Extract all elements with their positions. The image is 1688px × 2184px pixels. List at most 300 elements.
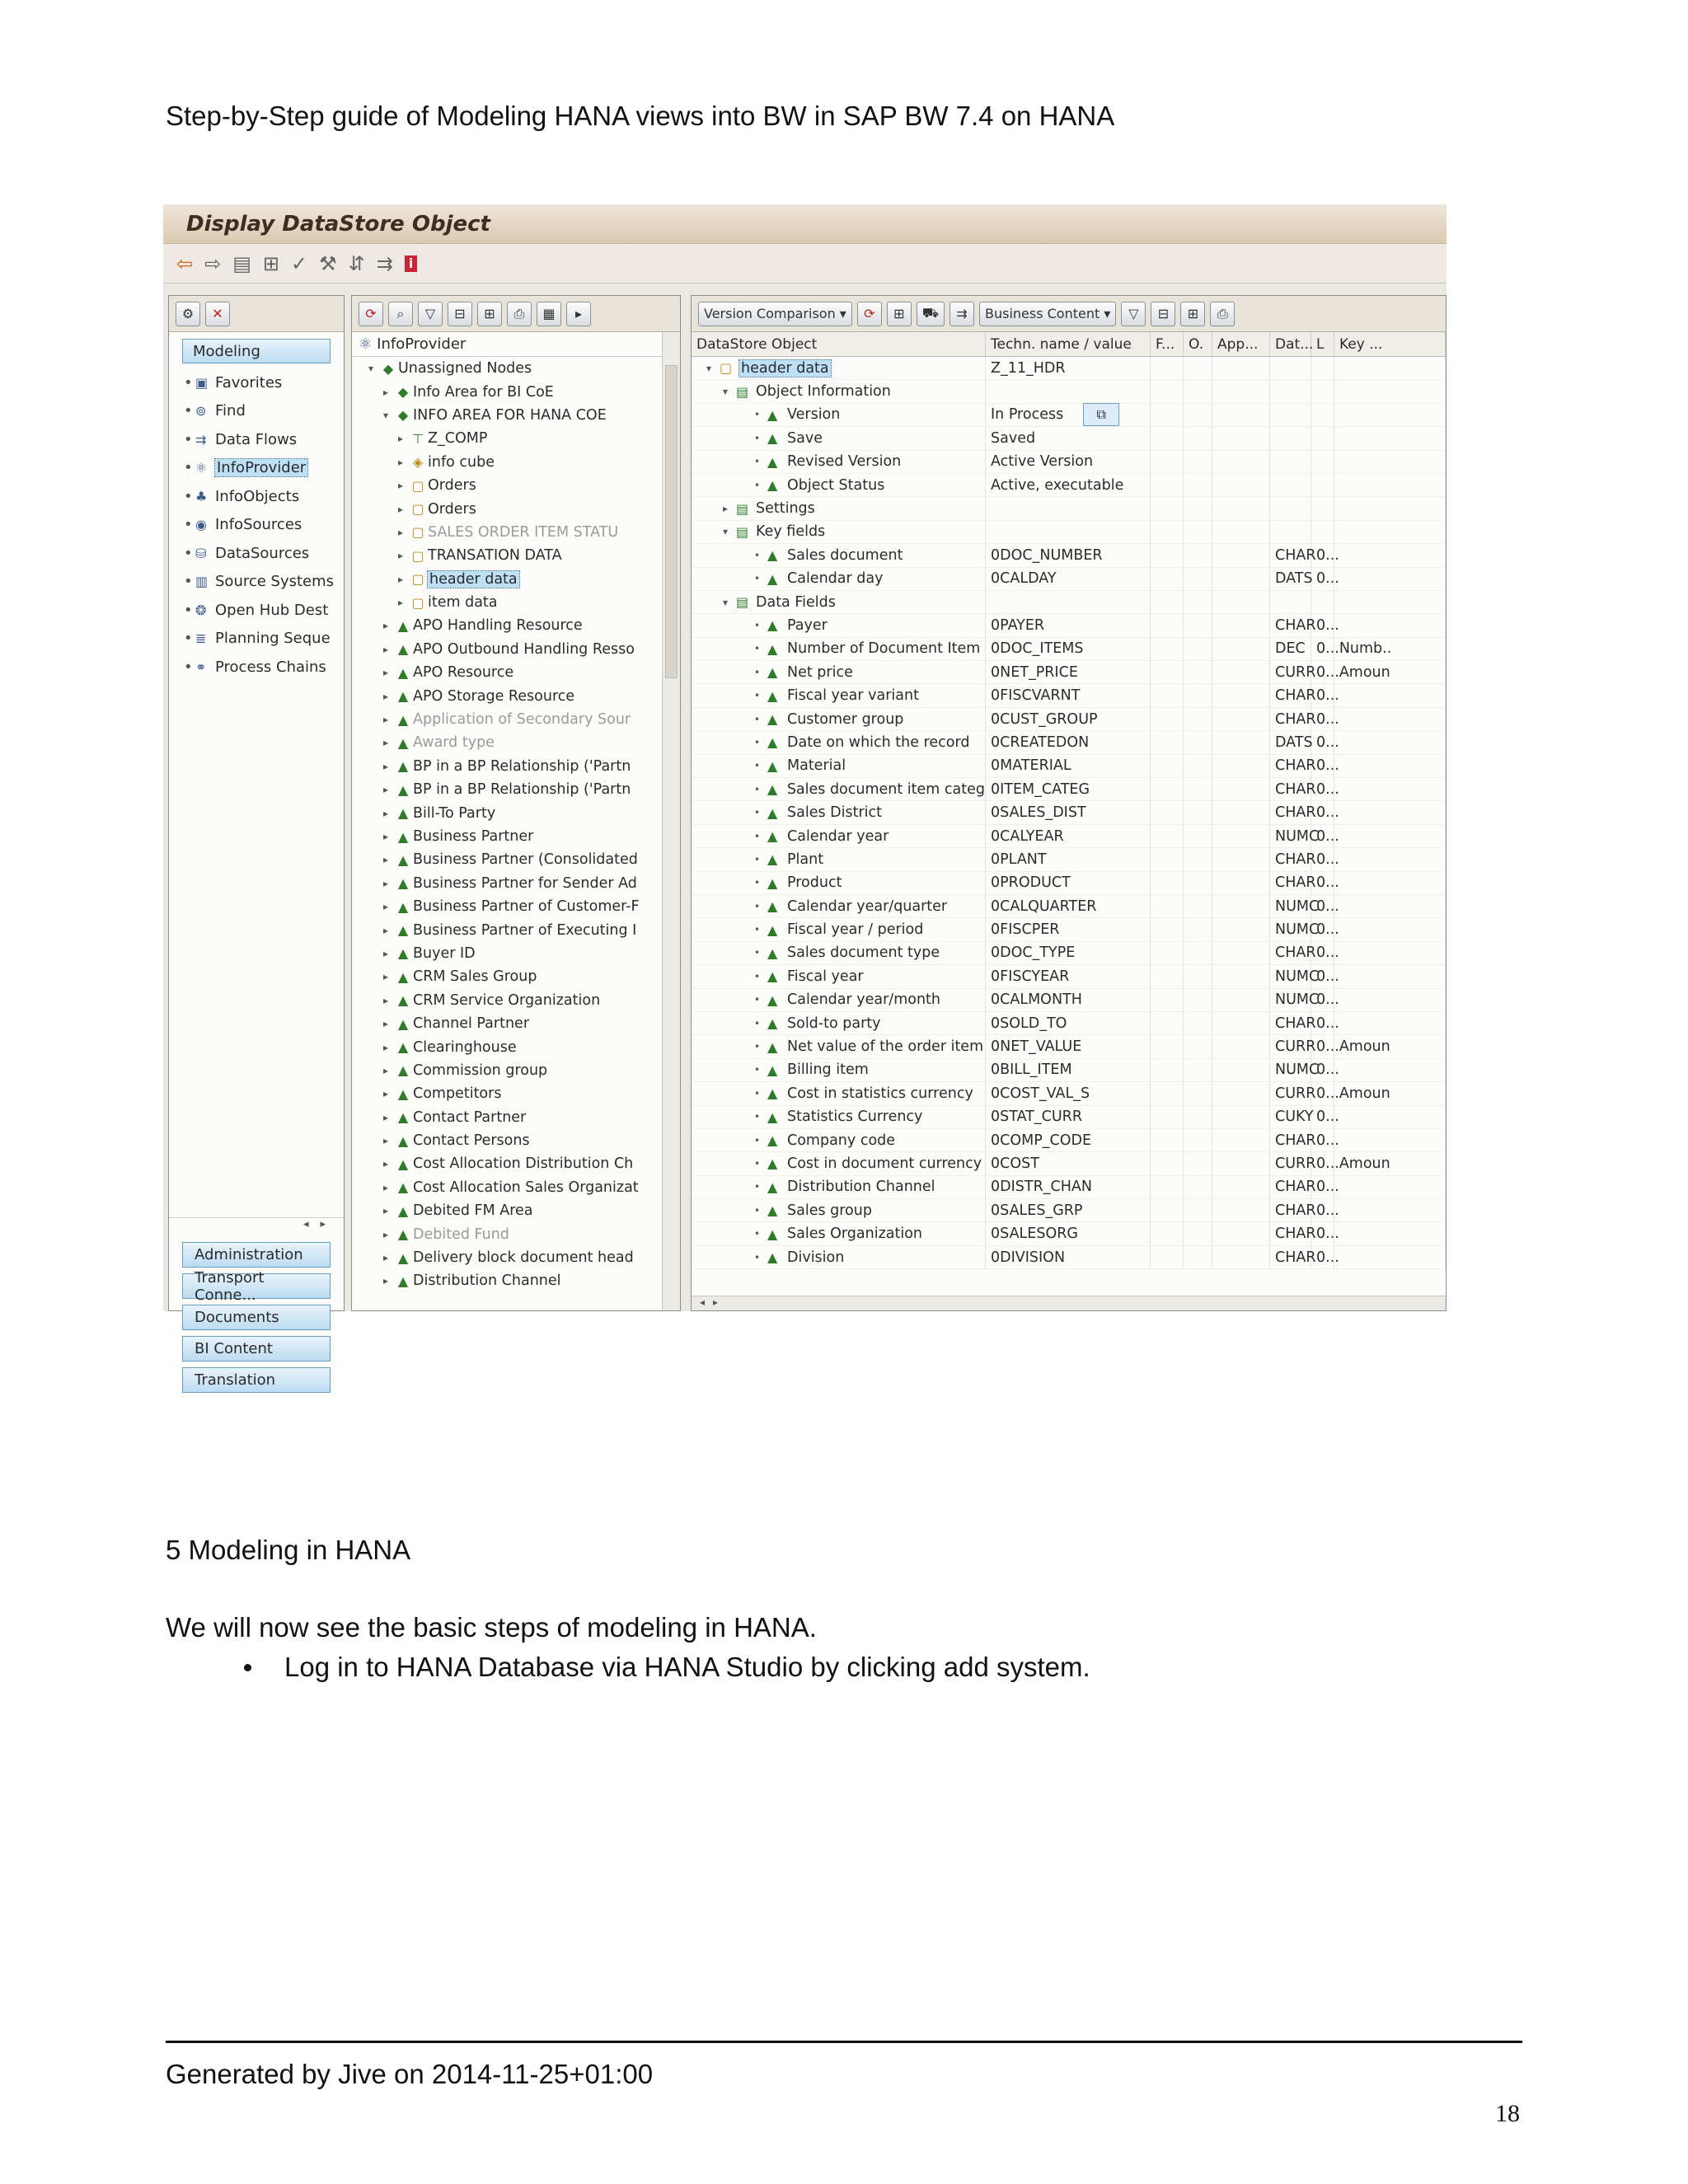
- row-name: Net value of the order item: [787, 1038, 984, 1056]
- activate-icon[interactable]: ⚒: [319, 251, 337, 275]
- o-cell: [1184, 1012, 1212, 1034]
- grid-row[interactable]: [692, 1152, 1446, 1175]
- field-icon: ▲: [767, 1226, 778, 1242]
- hierarchy-icon[interactable]: ⊞: [262, 251, 280, 275]
- tree-row[interactable]: [352, 451, 680, 474]
- o-cell: [1184, 427, 1212, 449]
- folder-icon: ▤: [736, 594, 749, 611]
- footer-rule: [166, 2041, 1522, 2043]
- open-hub-icon: ❂: [195, 602, 207, 618]
- column-header[interactable]: Key ...: [1334, 332, 1446, 356]
- detail-transport-icon[interactable]: ⛟: [917, 302, 945, 326]
- tree-row[interactable]: [352, 731, 680, 754]
- grid-row[interactable]: [692, 918, 1446, 941]
- detail-expand-icon[interactable]: ⊞: [1180, 302, 1205, 326]
- dso-icon: ▢: [411, 571, 424, 588]
- grid-row[interactable]: [692, 521, 1446, 544]
- grid-row[interactable]: [692, 801, 1446, 824]
- folder-icon: ▢: [720, 360, 733, 377]
- app-cell: [1212, 1059, 1270, 1081]
- grid-row[interactable]: [692, 568, 1446, 591]
- navigation-pane: [168, 295, 345, 1389]
- collapse-arrow-icon[interactable]: ▸: [382, 877, 389, 889]
- tree-row[interactable]: [352, 380, 680, 403]
- tree-row-label: INFO AREA FOR HANA COE: [413, 406, 607, 424]
- app-cell: [1212, 1082, 1270, 1104]
- collapse-arrow-icon[interactable]: ▸: [382, 1228, 389, 1240]
- nav-bottom-button[interactable]: Transport Conne...: [182, 1273, 331, 1299]
- key-cell: 0...: [1311, 1246, 1446, 1268]
- tree-row[interactable]: [352, 1012, 680, 1035]
- bullet-icon: •: [184, 373, 193, 391]
- collapse-arrow-icon[interactable]: ▸: [397, 503, 404, 515]
- grid-row[interactable]: [692, 848, 1446, 871]
- modeling-button[interactable]: Modeling: [182, 339, 331, 363]
- key-cell: 0...: [1311, 684, 1446, 706]
- grid-row[interactable]: [692, 1222, 1446, 1245]
- nav-item-label: Find: [215, 402, 246, 420]
- nav-item-favorites[interactable]: [169, 368, 344, 397]
- tree-row[interactable]: [352, 1222, 680, 1245]
- key-cell: [1311, 404, 1446, 426]
- node-icon: ◆: [397, 407, 409, 424]
- tree-find-icon[interactable]: ⌕: [388, 302, 413, 326]
- key-cell: 0...: [1311, 1176, 1446, 1198]
- grid-row[interactable]: [692, 1246, 1446, 1269]
- row-name-cell: [692, 942, 986, 964]
- node-icon: ◆: [382, 360, 394, 377]
- nav-settings-icon[interactable]: ⚙: [176, 302, 200, 326]
- o-cell: [1184, 684, 1212, 706]
- f-cell: [1151, 568, 1184, 590]
- nav-bottom-button[interactable]: Administration: [182, 1242, 331, 1268]
- tree-row[interactable]: [352, 1152, 680, 1175]
- column-header[interactable]: Dat...: [1270, 332, 1311, 356]
- column-header[interactable]: O.: [1184, 332, 1212, 356]
- tree-row[interactable]: [352, 357, 680, 380]
- app-cell: [1212, 1176, 1270, 1198]
- collapse-arrow-icon[interactable]: ▸: [382, 1158, 389, 1170]
- tree-row[interactable]: [352, 918, 680, 941]
- nav-item-infosources[interactable]: [169, 511, 344, 540]
- char-icon: ▲: [397, 992, 409, 1009]
- data-type-cell: NUMC: [1270, 989, 1311, 1011]
- grid-row[interactable]: [692, 965, 1446, 988]
- bullet-icon: •: [754, 1228, 761, 1240]
- tree-row[interactable]: [352, 801, 680, 824]
- f-cell: [1151, 872, 1184, 894]
- row-name-cell: [692, 1199, 986, 1221]
- bullet-icon: •: [754, 1204, 761, 1216]
- collapse-arrow-icon[interactable]: ▸: [382, 1041, 389, 1053]
- f-cell: [1151, 638, 1184, 660]
- collapse-arrow-icon[interactable]: ▸: [397, 573, 404, 585]
- grid-row[interactable]: [692, 684, 1446, 707]
- tech-name-cell: [986, 1012, 1151, 1034]
- grid-row[interactable]: [692, 451, 1446, 474]
- tech-name: 0DISTR_CHAN: [991, 1179, 1092, 1196]
- tree-row[interactable]: [352, 638, 680, 661]
- tree-row[interactable]: [352, 544, 680, 567]
- bullet-icon: •: [184, 573, 193, 591]
- detail-dataflow-icon[interactable]: ⇉: [950, 302, 974, 326]
- char-icon: ▲: [397, 1132, 409, 1149]
- bullet-dot: [244, 1664, 251, 1671]
- tree-row[interactable]: [352, 1035, 680, 1058]
- tree-vertical-scrollbar[interactable]: [662, 332, 680, 1310]
- app-cell: [1212, 404, 1270, 426]
- nav-item-open-hub-dest[interactable]: [169, 596, 344, 625]
- bullet-icon: •: [754, 1041, 761, 1053]
- tree-row[interactable]: [352, 1246, 680, 1269]
- tree-row[interactable]: [352, 895, 680, 918]
- o-cell: [1184, 801, 1212, 823]
- tree-row-label: BP in a BP Relationship ('Partn: [413, 781, 631, 799]
- tree-row[interactable]: [352, 1129, 680, 1152]
- grid-row[interactable]: [692, 404, 1446, 427]
- app-cell: [1212, 1152, 1270, 1174]
- tree-row[interactable]: [352, 661, 680, 684]
- tree-row[interactable]: [352, 1106, 680, 1129]
- grid-row[interactable]: [692, 895, 1446, 918]
- app-cell: [1212, 427, 1270, 449]
- grid-header: [692, 332, 1446, 357]
- tree-row[interactable]: [352, 684, 680, 707]
- grid-row[interactable]: [692, 1082, 1446, 1105]
- detail-toolbar: [692, 296, 1446, 332]
- collapse-arrow-icon[interactable]: ▸: [382, 1064, 389, 1076]
- expand-arrow-icon[interactable]: ▸: [723, 503, 729, 515]
- nav-item-find[interactable]: [169, 397, 344, 426]
- tree-row-label: SALES ORDER ITEM STATU: [428, 523, 619, 541]
- detail-tree-icon[interactable]: ⊞: [887, 302, 912, 326]
- grid-row[interactable]: [692, 942, 1446, 965]
- nav-close-icon[interactable]: ✕: [205, 302, 230, 326]
- tree-row[interactable]: [352, 1176, 680, 1199]
- tree-row[interactable]: [352, 848, 680, 871]
- expand-arrow-icon[interactable]: ▾: [723, 386, 729, 398]
- tree-row[interactable]: [352, 989, 680, 1012]
- row-name-cell: [692, 1106, 986, 1128]
- collapse-arrow-icon[interactable]: ▸: [382, 690, 389, 702]
- tree-row[interactable]: [352, 1199, 680, 1222]
- detail-filter-icon[interactable]: ▽: [1121, 302, 1146, 326]
- row-name: Fiscal year: [787, 968, 864, 985]
- tree-row[interactable]: [352, 1269, 680, 1292]
- tree-row[interactable]: [352, 427, 680, 450]
- nav-item-datasources[interactable]: [169, 539, 344, 568]
- grid-row[interactable]: [692, 989, 1446, 1012]
- nav-horizontal-scrollbar[interactable]: ◂ ▸: [169, 1217, 344, 1235]
- o-cell: [1184, 1176, 1212, 1198]
- nav-bottom-button[interactable]: Translation: [182, 1367, 331, 1393]
- grid-row[interactable]: [692, 357, 1446, 380]
- collapse-arrow-icon[interactable]: ▸: [382, 1088, 389, 1100]
- app-cell: [1212, 474, 1270, 496]
- char-icon: ▲: [397, 1179, 409, 1196]
- tree-print-icon[interactable]: ⎙: [507, 302, 532, 326]
- row-name: Plant: [787, 851, 824, 868]
- tree-more-icon[interactable]: ▸: [566, 302, 591, 326]
- tree-row[interactable]: [352, 1059, 680, 1082]
- data-type-cell: NUMC: [1270, 965, 1311, 987]
- tech-name: 0COST_VAL_S: [991, 1085, 1090, 1102]
- version-comparison-dropdown[interactable]: [698, 302, 852, 326]
- grid-row[interactable]: [692, 661, 1446, 684]
- collapse-arrow-icon[interactable]: ▸: [382, 994, 389, 1006]
- grid-row[interactable]: [692, 1199, 1446, 1222]
- expand-arrow-icon[interactable]: ▾: [723, 596, 729, 608]
- collapse-arrow-icon[interactable]: ▸: [382, 901, 389, 913]
- tree-row[interactable]: [352, 614, 680, 637]
- data-type-cell: CHAR: [1270, 1199, 1311, 1221]
- f-cell: [1151, 357, 1184, 379]
- data-type-cell: CHAR: [1270, 1129, 1311, 1151]
- collapse-arrow-icon[interactable]: ▸: [382, 1275, 389, 1287]
- grid-body: [692, 357, 1446, 1269]
- char-icon: ▲: [397, 1109, 409, 1126]
- row-name: Calendar year/quarter: [787, 898, 948, 915]
- column-header[interactable]: F...: [1151, 332, 1184, 356]
- o-cell: [1184, 497, 1212, 519]
- collapse-arrow-icon[interactable]: ▸: [382, 854, 389, 866]
- field-icon: ▲: [767, 664, 778, 681]
- check-icon[interactable]: ✓: [291, 251, 308, 275]
- char-icon: ▲: [397, 828, 409, 845]
- collapse-arrow-icon[interactable]: ▸: [382, 924, 389, 936]
- o-cell: [1184, 1246, 1212, 1268]
- collapse-arrow-icon[interactable]: ▸: [382, 1135, 389, 1147]
- grid-row[interactable]: [692, 544, 1446, 567]
- tree-row[interactable]: [352, 755, 680, 778]
- tech-name: Z_11_HDR: [991, 359, 1066, 377]
- nav-item-infoprovider[interactable]: [169, 454, 344, 483]
- dataflow-toolbar-icon[interactable]: ⇉: [376, 251, 393, 275]
- field-icon: ▲: [767, 781, 778, 798]
- tree-collapse-icon[interactable]: ⊟: [448, 302, 472, 326]
- expand-arrow-icon[interactable]: ▾: [368, 363, 374, 375]
- collapse-arrow-icon[interactable]: ▸: [382, 643, 389, 655]
- nav-bottom-button[interactable]: Documents: [182, 1305, 331, 1330]
- collapse-arrow-icon[interactable]: ▸: [397, 550, 404, 562]
- nav-item-source-systems[interactable]: [169, 568, 344, 597]
- app-cell: [1212, 1035, 1270, 1057]
- collapse-arrow-icon[interactable]: ▸: [382, 784, 389, 796]
- tree-row[interactable]: [352, 474, 680, 497]
- row-name: Sales District: [787, 804, 882, 822]
- key-cell: [1311, 451, 1446, 473]
- column-header[interactable]: DataStore Object: [692, 332, 986, 356]
- grid-row[interactable]: [692, 427, 1446, 450]
- tree-row[interactable]: [352, 1082, 680, 1105]
- collapse-arrow-icon[interactable]: ▸: [382, 971, 389, 983]
- grid-row[interactable]: [692, 1129, 1446, 1152]
- collapse-arrow-icon[interactable]: ▸: [382, 1181, 389, 1193]
- display-icon[interactable]: ⇵: [348, 251, 365, 275]
- key-cell: 0...: [1311, 1106, 1446, 1128]
- f-cell: [1151, 427, 1184, 449]
- collapse-arrow-icon[interactable]: ▸: [382, 760, 389, 772]
- row-name: Date on which the record: [787, 733, 970, 751]
- tree-row[interactable]: [352, 708, 680, 731]
- tree-row[interactable]: [352, 778, 680, 801]
- grid-row[interactable]: [692, 708, 1446, 731]
- nav-item-planning-seque[interactable]: [169, 625, 344, 654]
- collapse-arrow-icon[interactable]: ▸: [397, 597, 404, 609]
- tree-filter-icon[interactable]: ▽: [418, 302, 443, 326]
- data-type-cell: CHAR: [1270, 614, 1311, 636]
- row-name-cell: [692, 380, 986, 402]
- collapse-arrow-icon[interactable]: ▸: [382, 1111, 389, 1123]
- data-type-cell: [1270, 427, 1311, 449]
- version-status-button[interactable]: ⧉: [1083, 403, 1119, 426]
- collapse-arrow-icon[interactable]: ▸: [382, 947, 389, 959]
- grid-row[interactable]: [692, 614, 1446, 637]
- collapse-arrow-icon[interactable]: ▸: [382, 1018, 389, 1030]
- app-cell: [1212, 1199, 1270, 1221]
- business-content-dropdown[interactable]: [979, 302, 1116, 326]
- collapse-arrow-icon[interactable]: ▸: [397, 526, 404, 538]
- tree-row[interactable]: [352, 965, 680, 988]
- back-arrow-icon[interactable]: ⇦: [176, 251, 194, 275]
- tech-name-cell: [986, 1176, 1151, 1198]
- nav-bottom-buttons: [169, 1242, 344, 1399]
- nav-bottom-button[interactable]: BI Content: [182, 1336, 331, 1361]
- tree-layout-icon[interactable]: ▦: [537, 302, 561, 326]
- collapse-arrow-icon[interactable]: ▸: [382, 620, 389, 632]
- f-cell: [1151, 1035, 1184, 1057]
- tech-name: 0SALES_GRP: [991, 1202, 1083, 1219]
- f-cell: [1151, 801, 1184, 823]
- tree-refresh-icon[interactable]: ⟳: [359, 302, 383, 326]
- grid-row[interactable]: [692, 380, 1446, 403]
- info-icon[interactable]: i: [405, 255, 417, 272]
- data-type-cell: [1270, 591, 1311, 613]
- tech-name-cell: [986, 1129, 1151, 1151]
- tech-name: 0FISCYEAR: [991, 968, 1070, 985]
- collapse-arrow-icon[interactable]: ▸: [397, 480, 404, 492]
- tree-row[interactable]: [352, 521, 680, 544]
- tech-name-cell: [986, 544, 1151, 566]
- detail-horizontal-scrollbar[interactable]: ◂ ▸: [692, 1296, 1446, 1310]
- grid-row[interactable]: [692, 1176, 1446, 1199]
- tree-row[interactable]: [352, 942, 680, 965]
- detail-refresh-icon[interactable]: ⟳: [857, 302, 882, 326]
- nav-item-process-chains[interactable]: [169, 653, 344, 682]
- collapse-arrow-icon[interactable]: ▸: [397, 433, 404, 445]
- collapse-arrow-icon[interactable]: ▸: [382, 1205, 389, 1217]
- char-icon: ▲: [397, 875, 409, 892]
- tree-row-label: Business Partner (Consolidated: [413, 851, 638, 869]
- source-system-icon: ▥: [195, 574, 209, 590]
- nav-item-data-flows[interactable]: [169, 425, 344, 454]
- tree-row[interactable]: [352, 497, 680, 520]
- collapse-arrow-icon[interactable]: ▸: [382, 386, 389, 398]
- expand-arrow-icon[interactable]: ▾: [706, 362, 712, 374]
- collapse-arrow-icon[interactable]: ▸: [382, 667, 389, 679]
- column-header[interactable]: Techn. name / value: [986, 332, 1151, 356]
- o-cell: [1184, 638, 1212, 660]
- grid-row[interactable]: [692, 825, 1446, 848]
- overview-icon[interactable]: ▤: [232, 251, 251, 275]
- window-title: Display DataStore Object: [163, 204, 1447, 244]
- char-icon: ▲: [397, 664, 409, 681]
- tree-row[interactable]: [352, 872, 680, 895]
- grid-row[interactable]: [692, 731, 1446, 754]
- tree-row-label: Business Partner for Sender Ad: [413, 874, 637, 892]
- grid-row[interactable]: [692, 778, 1446, 801]
- row-name: Sales Organization: [787, 1226, 923, 1243]
- tree-row-label: Application of Secondary Sour: [413, 711, 631, 729]
- collapse-arrow-icon[interactable]: ▸: [397, 456, 404, 468]
- o-cell: [1184, 918, 1212, 940]
- tree-row[interactable]: [352, 404, 680, 427]
- grid-row[interactable]: [692, 755, 1446, 778]
- tech-name-cell: [986, 451, 1151, 473]
- data-type-cell: [1270, 357, 1311, 379]
- key-cell: [1311, 474, 1446, 496]
- tech-name-cell: [986, 638, 1151, 660]
- collapse-arrow-icon[interactable]: ▸: [382, 831, 389, 842]
- f-cell: [1151, 1012, 1184, 1034]
- grid-row[interactable]: [692, 1035, 1446, 1058]
- row-name-cell: [692, 357, 986, 379]
- char-icon: ▲: [397, 1085, 409, 1102]
- grid-row[interactable]: [692, 474, 1446, 497]
- grid-row[interactable]: [692, 872, 1446, 895]
- grid-row[interactable]: [692, 497, 1446, 520]
- grid-row[interactable]: [692, 1106, 1446, 1129]
- tech-name-cell: [986, 521, 1151, 543]
- detail-print-icon[interactable]: ⎙: [1210, 302, 1235, 326]
- key-cell: 0...: [1311, 848, 1446, 870]
- grid-row[interactable]: [692, 638, 1446, 661]
- forward-arrow-icon[interactable]: ⇨: [204, 251, 222, 275]
- tree-row[interactable]: [352, 591, 680, 614]
- detail-collapse-icon[interactable]: ⊟: [1151, 302, 1175, 326]
- o-cell: [1184, 661, 1212, 683]
- tree-row-label: header data: [429, 570, 518, 588]
- grid-row[interactable]: [692, 1059, 1446, 1082]
- tree-row-label: APO Storage Resource: [413, 687, 575, 705]
- row-name-cell: [692, 1035, 986, 1057]
- data-type-cell: CHAR: [1270, 872, 1311, 894]
- grid-row[interactable]: [692, 591, 1446, 614]
- collapse-arrow-icon[interactable]: ▸: [382, 1252, 389, 1264]
- collapse-arrow-icon[interactable]: ▸: [382, 807, 389, 819]
- bullet-icon: •: [754, 690, 761, 702]
- char-icon: ▲: [397, 1272, 409, 1289]
- data-type-cell: CHAR: [1270, 755, 1311, 777]
- expand-arrow-icon[interactable]: ▾: [382, 409, 389, 421]
- folder-icon: ▤: [736, 383, 749, 400]
- row-name-cell: [692, 521, 986, 543]
- column-header[interactable]: L: [1311, 332, 1334, 356]
- tree-row-selected[interactable]: [352, 568, 680, 591]
- nav-item-infoobjects[interactable]: [169, 482, 344, 511]
- key-cell: 0...: [1311, 895, 1446, 917]
- expand-arrow-icon[interactable]: ▾: [723, 526, 729, 538]
- tree-expand-icon[interactable]: ⊞: [477, 302, 502, 326]
- o-cell: [1184, 568, 1212, 590]
- f-cell: [1151, 755, 1184, 777]
- app-cell: [1212, 591, 1270, 613]
- grid-row[interactable]: [692, 1012, 1446, 1035]
- column-header[interactable]: App...: [1212, 332, 1270, 356]
- tree-row[interactable]: [352, 825, 680, 848]
- collapse-arrow-icon[interactable]: ▸: [382, 737, 389, 749]
- collapse-arrow-icon[interactable]: ▸: [382, 714, 389, 726]
